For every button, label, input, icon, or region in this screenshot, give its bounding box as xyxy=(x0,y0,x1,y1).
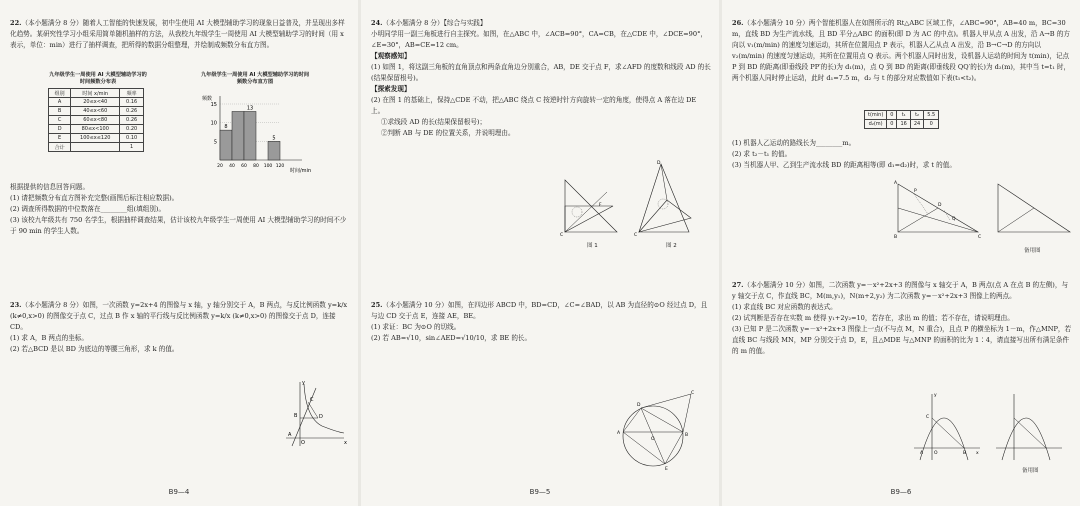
table-cell: 5.5 xyxy=(924,111,939,120)
exam-page-right xyxy=(722,0,1080,506)
item-2: (2) 若 AB=√10，sin∠AED=√10/10，求 BE 的长。 xyxy=(371,334,532,342)
item-3: (3) 该校九年级共有 750 名学生，根据抽样调查结果，估计该校九年级学生一周使用 AI 大模型辅助学习的时间不少于 90 min 的学生人数。 xyxy=(10,216,347,235)
table-cell: 0.26 xyxy=(120,116,144,125)
item-2: (2) 调查所得数据的中位数落在________组(填组别)。 xyxy=(10,205,166,213)
item-3: (3) 已知 P 是二次函数 y=－x²+2x+3 图像上一点(不与点 M，N 重合)，且点 P 的横坐标为 1－m，作△MNP，若直线 BC 与线段 MN，MP 分别交于点 D，E，且△MDE 与△MNP 的面积的比为 1∶4，请直接写出所有满足条件的 m 的值。 xyxy=(732,325,1072,355)
point-f-label: F xyxy=(599,203,602,208)
item-1: (1) 求直线 BC 对应函数的表达式。 xyxy=(732,303,837,311)
question-intro: （本小题满分 8 分）【综合与实践】 xyxy=(382,19,487,27)
x-tick-label: 60 xyxy=(241,164,247,169)
point-c-label: C xyxy=(560,233,564,238)
point-b-label: B xyxy=(963,451,967,456)
item-1: (1) 求 A，B 两点的坐标。 xyxy=(10,334,88,342)
point-q-label: Q xyxy=(952,217,956,222)
item-1: (1) 请把频数分布直方图补充完整(画图后标注相应数据)。 xyxy=(10,194,179,202)
table-header-cell: 频率 xyxy=(120,89,144,98)
point-d-label: D xyxy=(657,161,661,166)
question-intro: （本小题满分 10 分）如图，在四边形 ABCD 中，BD=CD，∠C=∠BAD，以 AB 为直径的⊙O 经过点 D，且与边 CD 交于点 E，连接 AE，BE。 xyxy=(371,301,708,320)
q24-figure-1 xyxy=(559,172,629,237)
table-cell: 20≤x<40 xyxy=(71,98,120,107)
question-intro: （本小题满分 8 分）随着人工智能的快速发展，初中生使用 AI 大模型辅助学习的现象日益普及，并呈现出多样化趋势。某研究性学习小组采用简单随机抽样的方法，从我校九年级学生一周使用 AI 大模型辅助学习的时间（用 x 表示，单位：min）进行了抽样调查，把所得的数据分组整理，并绘制成频数分布直方图。 xyxy=(10,19,345,49)
q24-figure-2 xyxy=(631,160,701,240)
frequency-histogram xyxy=(200,90,320,180)
point-b-label: B xyxy=(894,235,898,240)
bar-data-label: 13 xyxy=(246,105,254,112)
point-c-label: C xyxy=(926,415,930,420)
item-2: (2) 试判断是否存在实数 m 使得 y₁+2y₂=10，若存在，求出 m 的值；若不存在，请说明理由。 xyxy=(732,314,1014,322)
histogram-bar xyxy=(268,141,280,160)
table-cell: 0 xyxy=(924,120,939,129)
q26-figure xyxy=(894,180,984,240)
figure-2-caption: 图 2 xyxy=(666,243,677,249)
histogram-bar xyxy=(232,111,244,160)
table-cell: 0.20 xyxy=(120,125,144,134)
item-1: (1) 机器人乙运动的路线长为________m。 xyxy=(732,139,856,147)
question-intro: （本小题满分 10 分）两个智能机器人在如图所示的 Rt△ABC 区域工作，∠ABC=90°，AB=40 m，BC=30 m，直线 BD 为生产流水线，且 BD 平分△ABC 的面积(即 D 为 AC 的中点)。机器人甲从点 A 出发，沿 A→B 的方向以 v₁(m/min) 的速度匀速运动，其所在位置用点 P 表示，机器人乙从点 A 出发，沿 B→C→D 的方向以 v₂(m/min) 的速度匀速运动，其所在位置用点 Q 表示。两个机器人同时出发，设机器人运动的时间为 t(min)，记点 P 到 BD 的距离(即垂线段 PP′的长)为 d₁(m)，点 Q 到 BD 的距离(即垂线段 QQ′的长)为 d₂(m)，其中当 t=t₁ 时，两个机器人同时停止运动，此时 d₁=7.5 m，d₂ 与 t 的部分对应数值如下表(t₁<t₂)。 xyxy=(732,19,1071,82)
x-tick-label: 120 xyxy=(275,164,285,169)
table-row xyxy=(49,116,144,125)
question-number: 22. xyxy=(10,19,22,27)
point-b-label: B xyxy=(685,433,689,438)
item-2: (2) 求 t₂－t₁ 的值。 xyxy=(732,150,792,158)
frequency-table xyxy=(48,88,144,152)
axis-y-label: y xyxy=(302,380,305,386)
table-cell: 60≤x<80 xyxy=(71,116,120,125)
y-tick-label: 10 xyxy=(210,120,217,127)
table-title: 九年级学生一周使用 AI 大模型辅助学习的时间频数分布表 xyxy=(49,72,147,85)
exam-page-middle xyxy=(361,0,719,506)
page-footer: B9—4 xyxy=(168,488,190,496)
point-d-label: D xyxy=(637,403,641,408)
table-header-cell: 组别 xyxy=(49,89,71,98)
question-26-items xyxy=(732,138,1072,171)
item-2b: ②判断 AB 与 DE 的位置关系，并说明理由。 xyxy=(381,129,515,137)
bar-data-label: 5 xyxy=(272,135,276,142)
point-b-label: B xyxy=(294,413,298,419)
q25-circle-figure xyxy=(615,392,695,472)
question-24 xyxy=(371,18,711,139)
item-2: (2) 在图 1 的基础上，保持△CDE 不动，把△ABC 绕点 C 按逆时针方向旋转一定的角度，使得点 A 落在边 DE 上。 xyxy=(371,96,697,115)
table-cell: d₂(m) xyxy=(865,120,887,129)
backup-figure-caption: 备用图 xyxy=(1022,468,1039,474)
question-26 xyxy=(732,18,1072,84)
point-c-label: C xyxy=(691,391,695,396)
question-number: 24. xyxy=(371,19,383,27)
item-2: (2) 若△BCD 是以 BD 为底边的等腰三角形，求 k 的值。 xyxy=(10,345,179,353)
point-a-label: A xyxy=(920,451,924,456)
q26-backup-figure xyxy=(994,180,1074,240)
frequency-table-block xyxy=(48,72,148,152)
histogram-bar xyxy=(220,130,232,160)
question-number: 23. xyxy=(10,301,22,309)
table-row xyxy=(49,98,144,107)
point-d-label: D xyxy=(319,414,323,420)
y-tick-label: 5 xyxy=(213,139,217,146)
table-cell: 0.16 xyxy=(120,98,144,107)
x-tick-label: 40 xyxy=(229,164,235,169)
table-cell: 40≤x<60 xyxy=(71,107,120,116)
table-cell: 合计 xyxy=(49,143,71,152)
q27-parabola-figure xyxy=(912,392,982,462)
point-c-label: C xyxy=(978,235,982,240)
item-1: (1) 如图 1，将这副三角板的直角顶点和两条直角边分别重合，AB，DE 交于点 F，求∠AFD 的度数和线段 AD 的长(结果保留根号)。 xyxy=(371,63,711,82)
section-explore: 【探索发现】 xyxy=(371,85,411,93)
axis-y-label: y xyxy=(934,393,937,398)
table-row xyxy=(49,125,144,134)
exam-page-left xyxy=(0,0,358,506)
q23-function-figure xyxy=(282,378,352,448)
table-cell: 0.26 xyxy=(120,107,144,116)
y-tick-label: 15 xyxy=(210,102,217,108)
histogram-bar xyxy=(244,111,256,160)
table-cell: 0 xyxy=(887,120,897,129)
item-3: (3) 当机器人甲、乙到生产流水线 BD 的距离相等(即 d₁=d₂)时，求 t 的值。 xyxy=(732,161,956,169)
item-1: (1) 求证：BC 为⊙O 的切线。 xyxy=(371,323,461,331)
question-intro: （本小题满分 8 分）如图，一次函数 y=2x+4 的图像与 x 轴，y 轴分别交于 A，B 两点，与反比例函数 y=k/x (k≠0,x>0) 的图像交于点 C，过点 B 作 x 轴的平行线与反比例函数 y=k/x (k≠0,x>0) 的图像交于点 D，连接 CD。 xyxy=(10,301,348,331)
item-2a: ①求线段 AD 的长(结果保留根号)； xyxy=(381,118,487,126)
table-cell: D xyxy=(49,125,71,134)
origin-label: O xyxy=(301,440,305,446)
table-cell: 24 xyxy=(910,120,923,129)
table-row xyxy=(49,107,144,116)
page-footer: B9—5 xyxy=(529,488,551,496)
q26-data-table xyxy=(864,110,939,129)
question-number: 25. xyxy=(371,301,383,309)
chart-title: 九年级学生一周使用 AI 大模型辅助学习的时间频数分布直方图 xyxy=(200,72,310,85)
question-number: 27. xyxy=(732,281,744,289)
point-a-label: A xyxy=(894,181,898,186)
point-e-label: E xyxy=(665,467,668,472)
question-body: 小明同学用一副三角板进行自主探究。如图，在△ABC 中，∠ACB=90°，CA=CB，在△CDE 中，∠DCE=90°，∠E=30°，AB=CE=12 cm。 xyxy=(371,30,707,49)
table-row xyxy=(49,143,144,152)
table-header-cell: 时间 x/min xyxy=(71,89,120,98)
question-22-items xyxy=(10,182,350,237)
question-25 xyxy=(371,300,711,344)
point-c-label: C xyxy=(310,397,314,403)
table-cell: t₂ xyxy=(910,111,923,120)
table-cell: 1 xyxy=(120,143,144,152)
table-cell: C xyxy=(49,116,71,125)
x-tick-label: 20 xyxy=(217,164,223,169)
point-d-label: D xyxy=(938,203,942,208)
point-a-label: A xyxy=(617,431,621,436)
bar-data-label: 8 xyxy=(224,124,228,131)
point-c-label: C xyxy=(634,233,638,238)
table-cell: A xyxy=(49,98,71,107)
y-axis-label: 频数 xyxy=(202,96,213,102)
point-p-label: P xyxy=(914,189,917,194)
question-number: 26. xyxy=(732,19,744,27)
question-22 xyxy=(10,18,350,51)
x-tick-label: 100 xyxy=(263,164,273,169)
table-cell: t₁ xyxy=(897,111,910,120)
point-a-label: A xyxy=(288,432,292,438)
table-row xyxy=(49,134,144,143)
q27-backup-figure xyxy=(994,392,1064,462)
figure-1-caption: 图 1 xyxy=(587,243,598,249)
x-axis-label: 时间/min xyxy=(290,168,312,174)
table-cell: t(min) xyxy=(865,111,887,120)
table-cell: 0.10 xyxy=(120,134,144,143)
page-footer: B9—6 xyxy=(890,488,912,496)
table-cell: 100≤x≤120 xyxy=(71,134,120,143)
center-o-label: O xyxy=(651,437,655,442)
question-27 xyxy=(732,280,1072,357)
origin-label: O xyxy=(934,451,938,456)
table-cell xyxy=(71,143,120,152)
backup-figure-caption: 备用图 xyxy=(1024,248,1041,254)
table-cell: 0 xyxy=(887,111,897,120)
table-cell: E xyxy=(49,134,71,143)
axis-x-label: x xyxy=(976,451,979,456)
table-cell: B xyxy=(49,107,71,116)
x-tick-label: 80 xyxy=(253,164,259,169)
question-intro: （本小题满分 10 分）如图，二次函数 y=－x²+2x+3 的图像与 x 轴交于 A，B 两点(点 A 在点 B 的左侧)，与 y 轴交于点 C，作直线 BC，M(m,y₁)，N(m+2,y₂) 为二次函数 y=－x²+2x+3 图像上的两点。 xyxy=(732,281,1069,300)
lead-text: 根据提供的信息回答问题。 xyxy=(10,183,90,191)
section-observe: 【观察感知】 xyxy=(371,52,411,60)
question-23 xyxy=(10,300,350,355)
axis-x-label: x xyxy=(344,440,347,446)
table-cell: 80≤x<100 xyxy=(71,125,120,134)
table-cell: 16 xyxy=(897,120,910,129)
